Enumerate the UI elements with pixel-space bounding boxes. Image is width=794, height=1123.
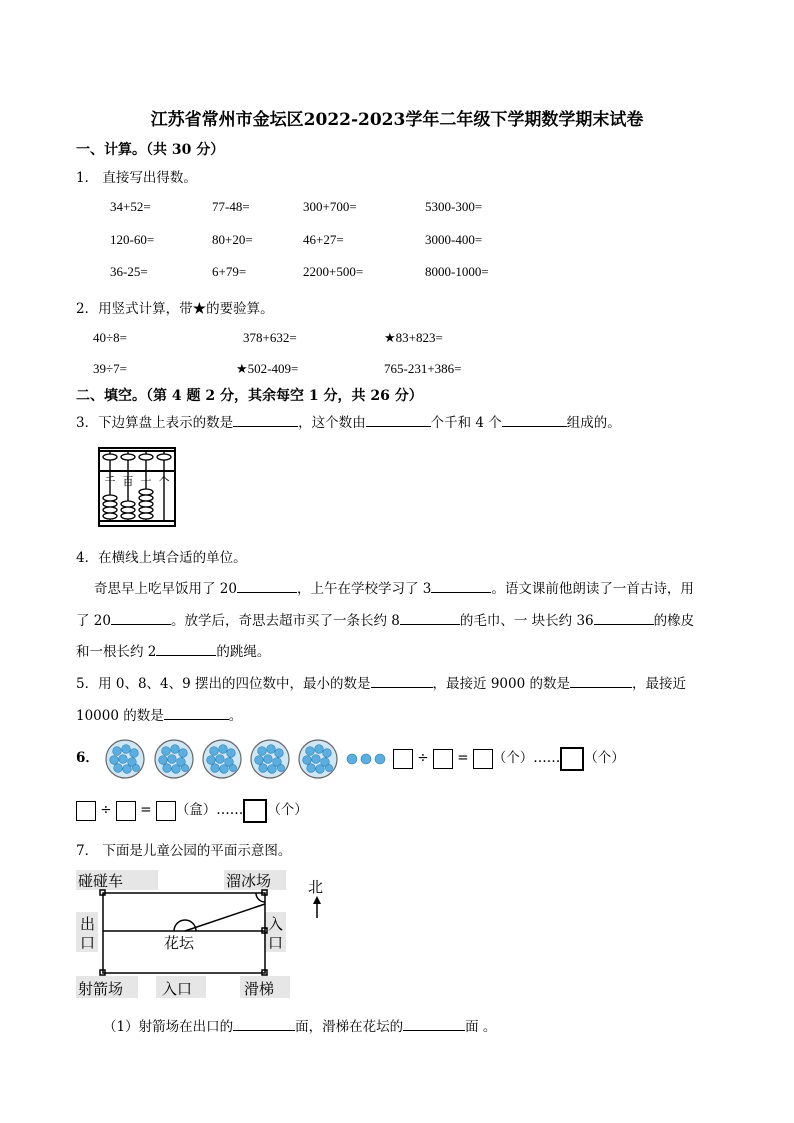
q4-text: 的毛巾、一 块长约 36 xyxy=(459,613,594,629)
q4-text: 了 20 xyxy=(76,613,111,629)
q3-part3: 个千和 4 个 xyxy=(430,415,502,431)
q6-line2 xyxy=(76,798,308,823)
north-arrow-icon xyxy=(313,896,321,904)
answer-blank[interactable] xyxy=(502,412,567,427)
q4-text: 的橡皮 xyxy=(653,613,695,629)
calc-item: 80+20= xyxy=(212,232,253,247)
q5-text: 10000 的数是 xyxy=(76,708,164,724)
map-label: 口 xyxy=(80,934,96,952)
answer-blank[interactable] xyxy=(371,673,433,688)
q4-text: ，上午在学校学习了 3 xyxy=(296,581,432,597)
calc-item: ★502-409= xyxy=(236,361,299,376)
q5-text: 。 xyxy=(228,708,243,724)
answer-blank[interactable] xyxy=(156,641,216,656)
q3-text xyxy=(76,411,621,431)
calc-item: 5300-300= xyxy=(425,199,483,214)
map-label: 射箭场 xyxy=(78,980,124,998)
cookie-plate-icon xyxy=(103,739,147,779)
q6-label: 6． xyxy=(76,750,99,766)
q4-line2 xyxy=(76,609,694,629)
unit-label: （个） xyxy=(267,802,308,818)
answer-box[interactable] xyxy=(433,749,453,769)
calc-item: 77-48= xyxy=(212,199,250,214)
calc-item: 46+27= xyxy=(303,232,344,247)
north-label: 北 xyxy=(308,878,324,896)
q3-part2: ，这个数由 xyxy=(298,415,366,431)
calc-item: 2200+500= xyxy=(303,264,364,279)
q1-label: 1． 直接写出得数。 xyxy=(76,170,197,186)
map-label: 碰碰车 xyxy=(78,872,124,890)
q2-label: 2．用竖式计算，带★的要验算。 xyxy=(76,301,274,317)
q7-sub1 xyxy=(103,1015,496,1035)
calc-item: 36-25= xyxy=(110,264,148,279)
equals-sign: = xyxy=(457,750,469,766)
q4-text: 。放学后，奇思去超市买了一条长约 8 xyxy=(170,613,400,629)
q3-part4: 组成的。 xyxy=(566,415,621,431)
divide-sign: ÷ xyxy=(417,750,429,766)
answer-blank[interactable] xyxy=(237,578,297,593)
q5-text: 5．用 0、8、4、9 摆出的四位数中，最小的数是 xyxy=(76,676,371,692)
unit-label: （个）…… xyxy=(492,750,561,766)
answer-blank[interactable] xyxy=(233,412,298,427)
section2-heading: 二、填空。（第 4 题 2 分，其余每空 1 分，共 26 分） xyxy=(76,388,423,404)
q6-line1 xyxy=(76,738,625,779)
answer-blank[interactable] xyxy=(431,578,491,593)
calc-item: 6+79= xyxy=(212,264,247,279)
map-label: 花坛 xyxy=(164,934,195,952)
loose-cookies-icon xyxy=(345,752,389,766)
abacus-label: 个 xyxy=(158,475,170,488)
unit-label: （个） xyxy=(584,750,625,766)
divide-sign: ÷ xyxy=(100,802,112,818)
calc-item: 39÷7= xyxy=(93,361,127,376)
unit-label: （盒）…… xyxy=(175,802,244,818)
q4-label: 4．在横线上填合适的单位。 xyxy=(76,550,247,566)
answer-blank[interactable] xyxy=(403,1016,465,1031)
section1-heading: 一、计算。（共 30 分） xyxy=(76,142,225,158)
q4-text: 和一根长约 2 xyxy=(76,644,157,660)
answer-blank[interactable] xyxy=(400,610,460,625)
equals-sign: = xyxy=(140,802,152,818)
cookie-plate-icon xyxy=(152,739,196,779)
answer-blank[interactable] xyxy=(570,673,632,688)
page-title: 江苏省常州市金坛区2022-2023学年二年级下学期数学期末试卷 xyxy=(150,110,644,130)
q7-text: （1）射箭场在出口的 xyxy=(103,1019,234,1035)
calc-item: 3000-400= xyxy=(425,232,483,247)
answer-blank[interactable] xyxy=(233,1016,295,1031)
map-label: 溜冰场 xyxy=(226,872,272,890)
answer-blank[interactable] xyxy=(366,412,431,427)
calc-item: 34+52= xyxy=(110,199,151,214)
q7-label: 7． 下面是儿童公园的平面示意图。 xyxy=(76,843,292,859)
map-label: 口 xyxy=(268,934,284,952)
park-map xyxy=(76,866,336,1002)
calc-item: ★83+823= xyxy=(384,330,443,345)
q4-text: 奇思早上吃早饭用了 20 xyxy=(94,581,237,597)
q5-line2 xyxy=(76,704,242,724)
q5-text: ，最接近 xyxy=(631,676,686,692)
q4-text: 。语文课前他朗读了一首古诗，用 xyxy=(491,581,694,597)
answer-box[interactable] xyxy=(156,801,176,821)
abacus-label: 千 xyxy=(104,475,116,488)
cookie-plate-icon xyxy=(296,739,340,779)
q3-part1: 3．下边算盘上表示的数是 xyxy=(76,415,234,431)
abacus-label: 百 xyxy=(122,475,134,488)
calc-item: 120-60= xyxy=(110,232,155,247)
calc-item: 378+632= xyxy=(243,330,297,345)
cookie-plate-icon xyxy=(248,739,292,779)
answer-box[interactable] xyxy=(560,747,584,771)
answer-box[interactable] xyxy=(473,749,493,769)
calc-item: 765-231+386= xyxy=(384,361,462,376)
q4-text: 的跳绳。 xyxy=(216,644,271,660)
q7-text: 面 。 xyxy=(465,1019,497,1035)
calc-item: 40÷8= xyxy=(93,330,127,345)
q7-text: 面，滑梯在花坛的 xyxy=(295,1019,404,1035)
map-label: 入口 xyxy=(162,980,193,998)
answer-blank[interactable] xyxy=(111,610,171,625)
answer-box[interactable] xyxy=(116,801,136,821)
abacus-figure xyxy=(98,447,176,527)
abacus-label: 十 xyxy=(140,475,152,488)
calc-item: 8000-1000= xyxy=(425,264,489,279)
q4-line1 xyxy=(94,577,694,597)
answer-box[interactable] xyxy=(76,801,96,821)
answer-blank[interactable] xyxy=(164,705,229,720)
calc-item: 300+700= xyxy=(303,199,357,214)
answer-box[interactable] xyxy=(393,749,413,769)
q5-line1 xyxy=(76,672,686,692)
q5-text: ，最接近 9000 的数是 xyxy=(432,676,570,692)
map-label: 滑梯 xyxy=(244,980,275,998)
map-label: 入 xyxy=(268,915,284,933)
answer-box[interactable] xyxy=(243,799,267,823)
q4-line3 xyxy=(76,640,270,660)
cookie-plate-icon xyxy=(200,739,244,779)
answer-blank[interactable] xyxy=(594,610,654,625)
map-label: 出 xyxy=(80,915,96,933)
